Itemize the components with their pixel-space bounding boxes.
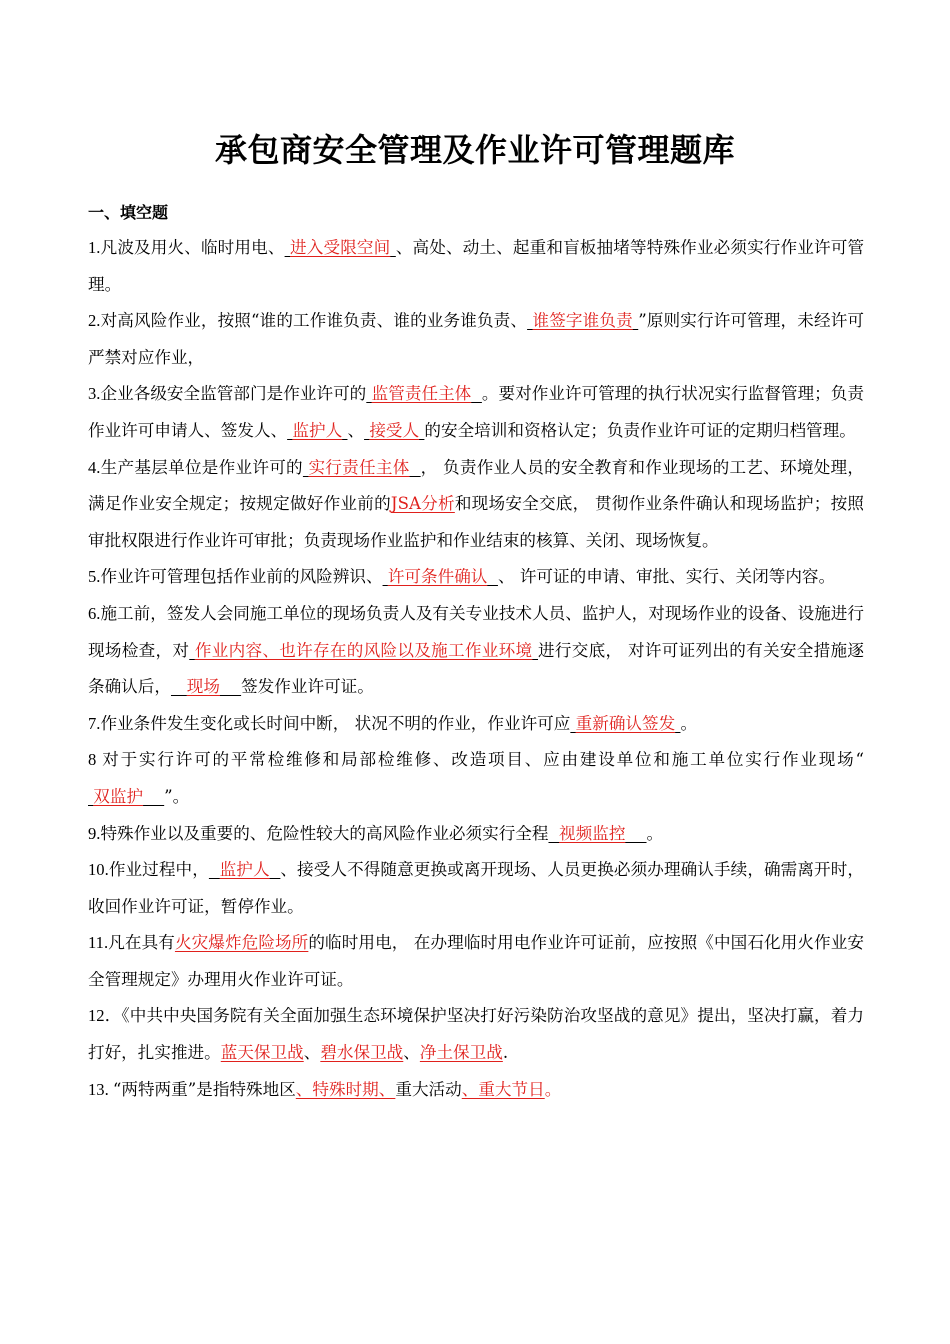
answer-blank [171,677,241,696]
question-text: ， 负责作业人员的安全教育和作业现场的工艺、环境处理，满足作业安全规定；按规定做好作业前的 [88,457,864,514]
answer: 监护人 [219,860,270,880]
question-text: 凡在具有 [108,933,175,953]
section-heading: 一、填空题 [88,203,169,222]
answer: 重新确认签发 [575,713,676,733]
answer-blank [189,641,538,660]
answer-blank [366,384,482,403]
question-text: 对高风险作业，按照“谁的工作谁负责、谁的业务谁负责、 [100,311,528,331]
question-9 [88,816,864,853]
answer-blank [209,860,280,879]
answer-blank [287,421,347,440]
question-text: 。要对作业许可管理的执行状况实行监督管理；负责作业许可申请人、签发人、 [88,384,864,440]
question-text: 、高处、动土、起重和盲板抽堵等特殊作业必须实行作业许可管理。 [88,238,865,294]
question-text: 凡波及用火、临时用电、 [100,238,285,257]
question-number: 11. [88,933,109,953]
answer: 许可条件确认 [387,567,488,587]
answer-blank [285,238,396,257]
answer: 谁签字谁负责 [532,311,633,331]
answer-blank [88,787,164,806]
question-text: 重大活动 [395,1079,462,1099]
question-number: 5. [88,567,101,587]
question-6 [88,596,864,706]
question-text: 、 许可证的申请、审批、实行、关闭等内容。 [497,567,836,587]
question-number: 3. [88,384,101,404]
answer: 、特殊时期、 [295,1079,396,1099]
document-body [88,196,864,1108]
answer-blank [527,311,638,330]
question-text: 作业条件发生变化或长时间中断， 状况不明的作业，作业许可应 [100,713,571,733]
answer: 监管责任主体 [371,384,472,404]
question-text: 的临时用电， 在办理临时用电作业许可证前，应按照《中国石化用火作业安全管理规定》办理用火作业许可证。 [88,933,864,989]
question-5 [88,559,864,596]
question-text: 和现场安全交底， 贯彻作业条件确认和现场监护；按照审批权限进行作业许可审批；负责现场作业监护和作业结束的核算、关闭、现场恢复。 [88,494,864,550]
question-text: 施工前，签发人会同施工单位的现场负责人及有关专业技术人员、监护人，对现场作业的设备、设施进行现场检查，对 [88,603,864,660]
answer: 、重大节日 [461,1079,545,1099]
question-number: 4. [88,457,101,477]
answer: 净土保卫战 [419,1043,503,1063]
answer: 现场 [186,677,220,697]
question-number: 2. [88,311,101,331]
answer: 作业内容、也许存在的风险以及施工作业环境 [194,640,533,660]
question-text: 、 [303,1043,321,1063]
question-number: 9. [88,823,101,843]
answer-blank [303,458,421,477]
answer: 监护人 [292,420,343,440]
question-text: 作业许可管理包括作业前的风险辨识、 [100,567,383,587]
question-text: 特殊作业以及重要的、危险性较大的高风险作业必须实行全程 [100,823,549,843]
question-number: 6. [88,603,101,623]
question-text: 。 [680,713,698,733]
question-text: . [502,1043,509,1063]
question-text: 。 [544,1079,562,1099]
question-text: 、 [347,420,365,440]
answer: 蓝天保卫战 [220,1043,304,1063]
question-3 [88,376,864,449]
question-4 [88,450,864,560]
answer-blank [364,421,424,440]
answer-blank [383,567,498,586]
answer: 进入受限空间 [290,238,391,257]
question-text: ”。 [164,786,190,806]
question-text: 对于实行许可的平常检维修和局部检维修、改造项目、应由建设单位和施工单位实行作业现场“ [102,750,864,770]
question-text: 、接受人不得随意更换或离开现场、人员更换必须办理确认手续，确需离开时，收回作业许可证，暂停作业。 [88,860,864,916]
question-text: ”原则实行许可管理，未经许可严禁对应作业， [88,311,865,367]
question-text: 进行交底， 对许可证列出的有关安全措施逐条确认后， [88,640,864,697]
question-text: 生产基层单位是作业许可的 [100,457,303,477]
question-number: 1. [88,238,101,257]
question-text: 的安全培训和资格认定；负责作业许可证的定期归档管理。 [424,420,856,440]
question-text: 。 [646,823,664,843]
question-number: 7. [88,713,101,733]
question-text: 签发作业许可证。 [241,677,374,697]
question-number: 12． [88,1006,122,1026]
question-11 [88,925,864,998]
question-number: 10. [88,860,109,880]
question-2 [88,303,864,376]
answer: 实行责任主体 [308,457,410,477]
question-text: 《中共中央国务院有关全面加强生态环境保护坚决打好污染防治攻坚战的意见》提出，坚决打赢，着力打好，扎实推进。 [88,1006,865,1063]
document-title: 承包商安全管理及作业许可管理题库 [214,131,735,169]
question-text: “两特两重”是指特殊地区 [112,1079,296,1099]
answer: 双监护 [93,786,144,806]
answer: 火灾爆炸危险场所 [174,933,309,953]
question-number: 13. [88,1079,113,1099]
question-text: 企业各级安全监管部门是作业许可的 [100,384,367,404]
answer-blank [570,714,680,733]
question-text: 、 [403,1043,420,1063]
question-text: 作业过程中， [108,860,209,880]
question-12 [88,998,864,1071]
question-13 [88,1072,864,1109]
answer: 接受人 [369,420,420,440]
answer: 视频监控 [559,823,626,843]
question-10 [88,852,864,925]
question-7 [88,706,864,743]
answer: 碧水保卫战 [320,1043,404,1063]
answer: JSA分析 [390,494,455,514]
question-number: 8 [88,750,103,770]
question-8 [88,742,864,815]
answer-blank [548,824,646,843]
question-1 [88,230,864,303]
